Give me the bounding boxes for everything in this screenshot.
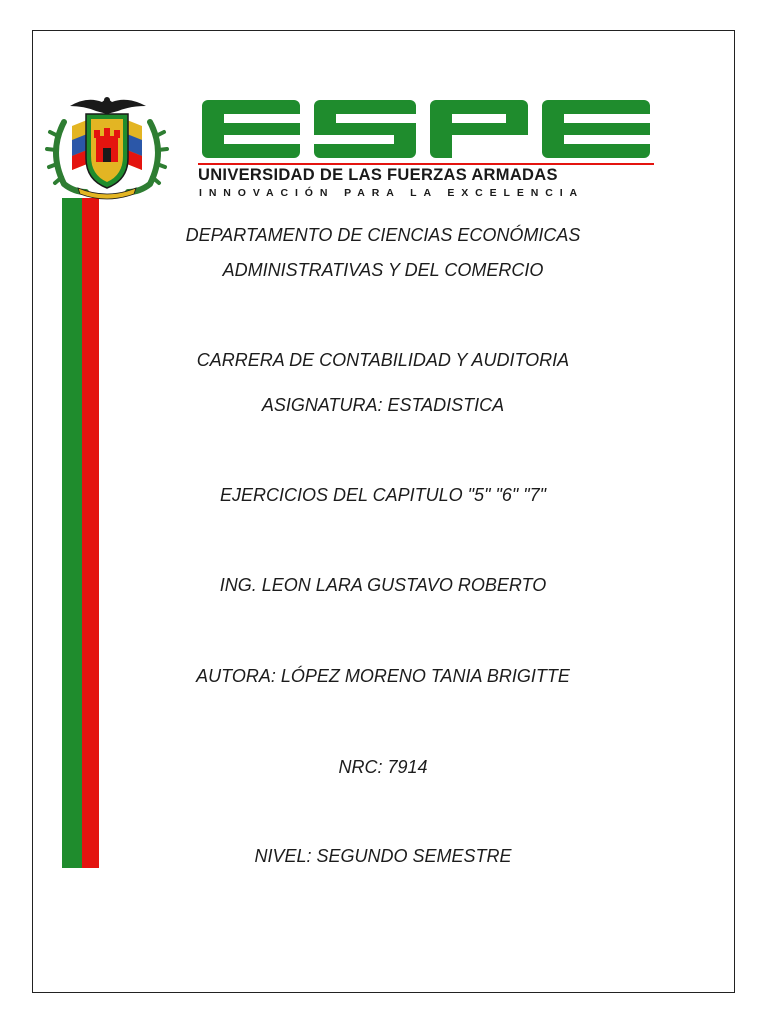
department-line-2: ADMINISTRATIVAS Y DEL COMERCIO [222, 260, 544, 280]
espe-logo [196, 96, 658, 206]
exercises-line: EJERCICIOS DEL CAPITULO "5" "6" "7" [219, 485, 547, 505]
teacher-line: ING. LEON LARA GUSTAVO ROBERTO [219, 575, 547, 595]
university-crest-icon [42, 92, 172, 200]
university-motto: INNOVACIÓN PARA LA EXCELENCIA [199, 187, 585, 199]
university-name: UNIVERSIDAD DE LAS FUERZAS ARMADAS [198, 166, 558, 184]
subject-line: ASIGNATURA: ESTADISTICA [261, 395, 505, 415]
level-line: NIVEL: SEGUNDO SEMESTRE [254, 846, 512, 866]
logo-divider [198, 163, 654, 165]
career-line: CARRERA DE CONTABILIDAD Y AUDITORIA [196, 350, 570, 370]
author-line: AUTORA: LÓPEZ MORENO TANIA BRIGITTE [196, 666, 570, 686]
nrc-line: NRC: 7914 [338, 757, 428, 777]
espe-wordmark-icon [196, 96, 658, 164]
red-stripe [82, 198, 99, 868]
green-stripe [62, 198, 82, 868]
department-line-1: DEPARTAMENTO DE CIENCIAS ECONÓMICAS [185, 225, 581, 245]
